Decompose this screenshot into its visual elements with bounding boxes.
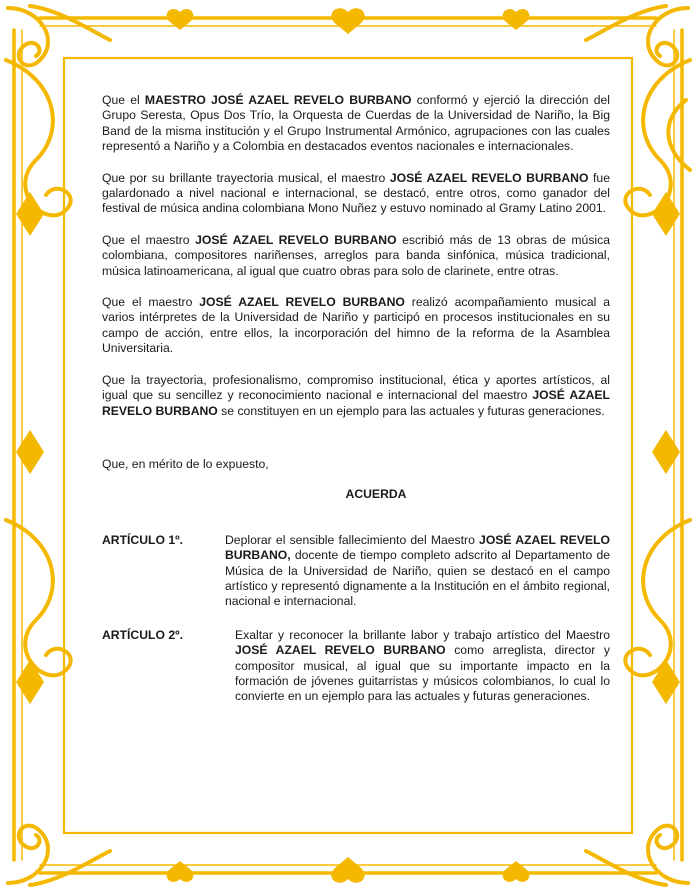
text-run: docente de tiempo completo adscrito al Departamento de Música de la Universidad de Nariño, quien se destacó en el campo artístico y representó dignamente a la Institución en el ámbito regional, nacional e internacional. [225,548,610,609]
text-run: Deplorar el sensible fallecimiento del Maestro [225,532,480,547]
article-text [235,628,610,705]
considerations [102,93,610,419]
text-run: escribió más de 13 obras de música colombiana, compositores nariñenses, arreglos para banda sinfónica, música tradicional, música latinoamericana, al igual que cuatro obras para solo de clarinete, entre otras. [102,232,610,278]
bold-name: JOSÉ AZAEL REVELO BURBANO [199,295,405,310]
bold-name: JOSÉ AZAEL REVELO BURBANO, [225,532,610,563]
consideration-paragraph [102,93,610,155]
article-label: ARTÍCULO 1º. [102,532,183,547]
bold-name: JOSÉ AZAEL REVELO BURBANO [195,232,397,247]
bottom-heart-ornament [331,857,364,883]
lead-sentence: Que, en mérito de lo expuesto, [102,456,269,471]
text-run: Que por su brillante trayectoria musical, el maestro [102,170,390,185]
bold-name: JOSÉ AZAEL REVELO BURBANO [102,388,610,418]
bold-name: MAESTRO JOSÉ AZAEL REVELO BURBANO [144,93,412,107]
document-body [102,93,610,723]
consideration-paragraph [102,171,610,217]
article-text [225,533,610,610]
text-run: Que el maestro [102,232,196,247]
text-run: Que el maestro [102,295,200,310]
top-heart-ornament [331,8,364,34]
article-label: ARTÍCULO 2º. [102,627,183,642]
articles-list [102,533,610,705]
article [102,533,610,610]
consideration-paragraph [102,295,610,357]
consideration-paragraph [102,233,610,279]
text-run: fue galardonado a nivel nacional e internacional, se destacó, entre otros, como ganador del festival de música andina colombiana Mono Nuñez y estuvo nominado al Gramy Latino 2001. [102,170,610,216]
bold-name: JOSÉ AZAEL REVELO BURBANO [235,643,446,658]
article [102,628,610,705]
bold-name: JOSÉ AZAEL REVELO BURBANO [389,170,589,185]
text-run: conformó y ejerció la dirección del Grupo Seresta, Opus Dos Trío, la Orquesta de Cuerdas de la Universidad de Nariño, la Big Band de la misma institución y el Grupo Instrumental Armónico, agrupaciones con las cuales representó a Nariño y a Colombia en destacados eventos nacionales e internacionales. [102,93,611,154]
text-run: como arreglista, director y compositor musical, al igual que su importante impacto en la formación de jóvenes guitarristas y músicos colombianos, lo cual lo convierte en un ejemplo para las actuales y futuras generaciones. [235,643,611,704]
text-run: Que la trayectoria, profesionalismo, compromiso institucional, ética y aportes artísticos, al igual que su sencillez y reconocimiento nacional e internacional del maestro [102,372,610,403]
section-heading: ACUERDA [345,487,407,502]
text-run: se constituyen en un ejemplo para las actuales y futuras generaciones. [217,403,605,418]
text-run: Que el [102,93,145,107]
text-run: realizó acompañamiento musical a varios intérpretes de la Universidad de Nariño y participó en procesos institucionales en su campo de acción, entre ellos, la incorporación del himno de la reforma de la Asamblea Universitaria. [102,295,610,356]
consideration-paragraph [102,373,610,419]
text-run: Exaltar y reconocer la brillante labor y trabajo artístico del Maestro [235,627,610,642]
